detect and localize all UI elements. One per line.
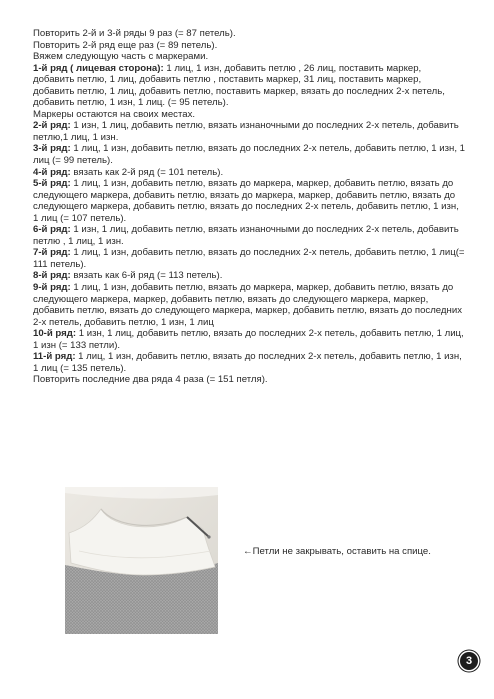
paragraph-row-1 bbox=[33, 63, 465, 109]
paragraph-row-7 bbox=[33, 247, 465, 270]
paragraph-repeat-row-2 bbox=[33, 40, 465, 52]
row-text: 1 изн, 1 лиц, добавить петлю, вязать изнаночными до последних 2-х петель, добавить петлю,1 лиц, 1 изн. bbox=[33, 120, 459, 143]
paragraph-text: Повторить 2-й и 3-й ряды 9 раз (= 87 петель). bbox=[33, 28, 236, 39]
row-label: 2-й ряд: bbox=[33, 120, 71, 132]
row-label: 11-й ряд: bbox=[33, 351, 76, 363]
row-text: 1 лиц, 1 изн, добавить петлю , 26 лиц, поставить маркер, добавить петлю, 1 лиц, добавить петлю , поставить маркер, 31 лиц, поставить маркер, добавить петлю, 1 лиц, добавить петлю, поставить маркер, вязать до последних 2-х петель, добавить петлю, 1 изн, 1 лиц. (= 95 петель). bbox=[33, 62, 445, 109]
paragraph-repeat-last-rows bbox=[33, 374, 465, 386]
row-text: 1 лиц, 1 изн, добавить петлю, вязать до маркера, маркер, добавить петлю, вязать до следующего маркера, добавить петлю, вязать до маркера, маркер, добавить петлю, вязать до следующего маркера, добавить петлю, вязать до последних 2-х петель, добавить петлю, 1 изн, 1 лиц (= 107 петель). bbox=[33, 178, 459, 224]
row-text: 1 лиц, 1 изн, добавить петлю, вязать до последних 2-х петель, добавить петлю, 1 лиц(= 111 петель). bbox=[33, 247, 465, 270]
paragraph-markers-intro bbox=[33, 51, 465, 63]
row-label: 5-й ряд: bbox=[33, 178, 71, 190]
paragraph-row-4 bbox=[33, 167, 465, 179]
row-label: 9-й ряд: bbox=[33, 282, 71, 294]
paragraph-row-10 bbox=[33, 328, 465, 351]
paragraph-text: Вяжем следующую часть с маркерами. bbox=[33, 51, 209, 63]
paragraph-row-6 bbox=[33, 224, 465, 247]
needle-tip bbox=[207, 535, 210, 538]
paragraph-text: Маркеры остаются на своих местах. bbox=[33, 108, 196, 120]
paragraph-text: Повторить 2-й ряд еще раз (= 89 петель). bbox=[33, 39, 218, 51]
row-text: 1 изн, 1 лиц, добавить петлю, вязать до последних 2-х петель, добавить петлю, 1 лиц, 1 изн (= 133 петли). bbox=[33, 328, 464, 351]
paragraph-row-2 bbox=[33, 120, 465, 143]
knitting-photo-drawing bbox=[65, 487, 218, 634]
row-label: 10-й ряд: bbox=[33, 328, 77, 340]
row-label: 4-й ряд: bbox=[33, 166, 71, 178]
instructions-text bbox=[33, 28, 465, 386]
paragraph-row-5 bbox=[33, 178, 465, 224]
row-label: 3-й ряд: bbox=[33, 143, 71, 155]
row-label: 7-й ряд: bbox=[33, 247, 71, 259]
row-text: 1 лиц, 1 изн, добавить петлю, вязать до последних 2-х петель, добавить петлю, 1 изн, 1 лиц (= 99 петель). bbox=[33, 143, 465, 167]
row-text: вязать как 2-й ряд (= 101 петель). bbox=[70, 166, 224, 178]
row-text: 1 лиц, 1 изн, добавить петлю, вязать до маркера, маркер, добавить петлю, вязать до следующего маркера, маркер, добавить петлю, вязать до следующего маркера, маркер, добавить петлю, вязать до следующего маркера, маркер, добавить петлю, вязать до последних 2-х петель, добавить петлю, 1 изн, 1 лиц bbox=[33, 282, 462, 328]
row-text: вязать как 6-й ряд (= 113 петель). bbox=[70, 270, 223, 282]
row-text: 1 изн, 1 лиц, добавить петлю, вязать изнаночными до последних 2-х петель, добавить петлю , 1 лиц, 1 изн. bbox=[33, 224, 459, 247]
row-text: 1 лиц, 1 изн, добавить петлю, вязать до последних 2-х петель, добавить петлю, 1 изн, 1 лиц (= 135 петель). bbox=[33, 351, 462, 374]
paragraph-row-9 bbox=[33, 282, 465, 328]
paragraph-row-11 bbox=[33, 351, 465, 374]
row-label: 6-й ряд: bbox=[33, 224, 71, 236]
photo-caption: ←Петли не закрывать, оставить на спице. bbox=[243, 546, 431, 557]
page-number-badge: 3 bbox=[460, 652, 478, 670]
paragraph-row-3 bbox=[33, 143, 465, 166]
row-label: 1-й ряд ( лицевая сторона): bbox=[33, 62, 164, 74]
knitting-photo bbox=[65, 487, 218, 634]
paragraph-markers-note bbox=[33, 109, 465, 121]
row-label: 8-й ряд: bbox=[33, 270, 71, 282]
paragraph-repeat-rows-2-3 bbox=[33, 28, 465, 40]
paragraph-row-8 bbox=[33, 270, 465, 282]
paragraph-text: Повторить последние два ряда 4 раза (= 151 петля). bbox=[33, 374, 268, 386]
